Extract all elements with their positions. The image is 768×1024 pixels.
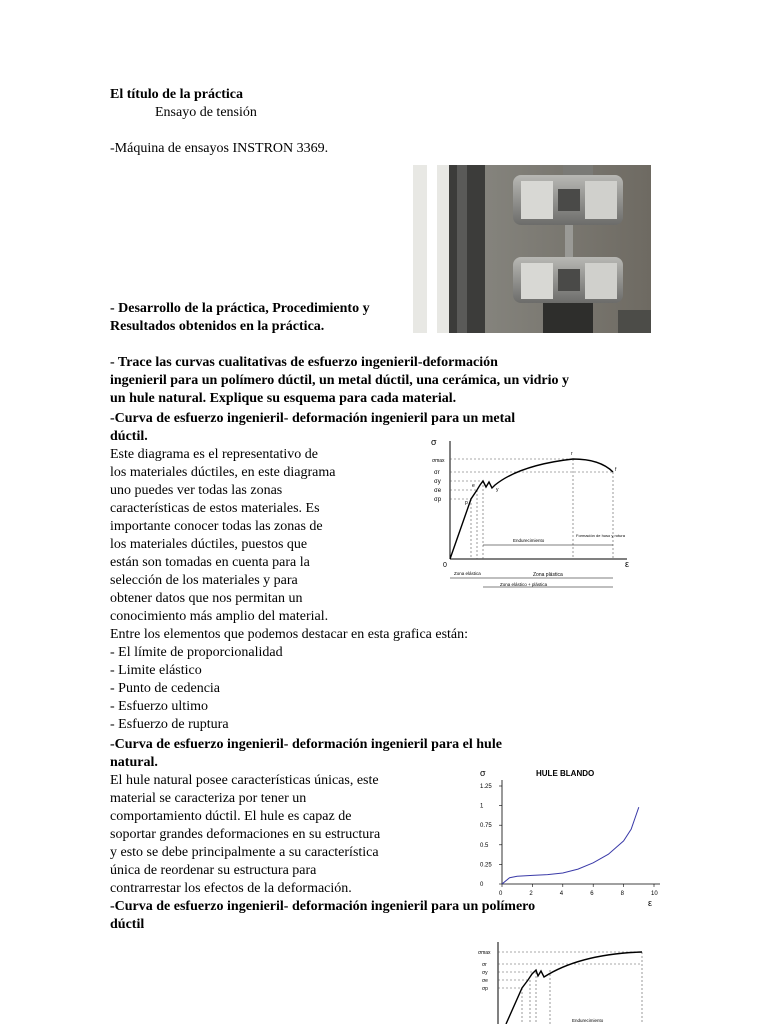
y-label-sp: σp	[434, 497, 442, 503]
instructions-line: un hule natural. Explique su esquema para cada material.	[110, 391, 457, 406]
rubber-paragraph-line: El hule natural posee características únicas, este	[110, 773, 379, 788]
procedure-heading: - Desarrollo de la práctica, Procedimiento y	[110, 301, 370, 316]
metal-heading-cont: dúctil.	[110, 429, 148, 444]
rubber-paragraph-line: contrarrestar los efectos de la deformación.	[110, 881, 352, 896]
metal-list-item: - El límite de proporcionalidad	[110, 645, 283, 660]
polymer-stress-strain-diagram	[470, 940, 655, 1024]
rubber-heading-cont: natural.	[110, 755, 158, 770]
x-tick-label: 8	[620, 891, 624, 897]
procedure-heading-cont: Resultados obtenidos en la práctica.	[110, 319, 325, 334]
rubber-paragraph-line: soportar grandes deformaciones en su estructura	[110, 827, 381, 842]
point-f: f	[615, 467, 617, 473]
x-tick-label: 10	[651, 891, 658, 897]
chart-xlabel: ε	[648, 898, 653, 908]
instructions-line: ingenieril para un polímero dúctil, un metal dúctil, una cerámica, un vidrio y	[110, 373, 570, 388]
x-tick-label: 0	[499, 891, 503, 897]
point-p: p	[465, 500, 468, 506]
x-tick-label: 6	[590, 891, 594, 897]
zone-elastic-plastic: Zona elástico + plástica	[500, 582, 548, 587]
page-title: El título de la práctica	[110, 87, 243, 102]
polymer-heading-cont: dúctil	[110, 917, 145, 932]
point-r: r	[571, 451, 573, 457]
y-label-sr: σr	[434, 470, 440, 476]
y-label-sr: σr	[482, 962, 487, 968]
rubber-paragraph-line: y esto se debe principalmente a su característica	[110, 845, 379, 860]
metal-paragraph-line: uno puedes ver todas las zonas	[110, 483, 283, 498]
rubber-chart	[472, 764, 672, 912]
y-label-sp: σp	[482, 986, 488, 992]
point-y: y	[496, 487, 499, 493]
chart-title: HULE BLANDO	[536, 769, 595, 778]
y-label-sy: σy	[434, 479, 441, 485]
y-tick-label: 1.25	[480, 784, 492, 790]
metal-list-item: - Punto de cedencia	[110, 681, 221, 696]
y-tick-label: 0	[480, 882, 484, 888]
y-tick-label: 0.5	[480, 842, 489, 849]
metal-paragraph-line: importante conocer todas las zonas de	[110, 519, 323, 534]
x-tick-label: 2	[529, 891, 533, 897]
y-axis-label: σ	[431, 437, 437, 447]
polymer-heading: -Curva de esfuerzo ingenieril- deformación ingenieril para un polímero	[110, 899, 536, 914]
series-line	[502, 807, 639, 884]
metal-list-item: - Limite elástico	[110, 663, 202, 678]
instructions-line: - Trace las curvas cualitativas de esfuerzo ingenieril-deformación	[110, 355, 498, 370]
x-axis-label: ε	[625, 559, 630, 569]
metal-paragraph-line: los materiales dúctiles, puestos que	[110, 537, 308, 552]
zone-elastic: Zona elástica	[454, 571, 481, 576]
point-e: e	[472, 483, 475, 489]
y-label-smax: σmax	[432, 458, 445, 464]
metal-heading: -Curva de esfuerzo ingenieril- deformación ingenieril para un metal	[110, 411, 516, 426]
metal-list-intro: Entre los elementos que podemos destacar en esta grafica están:	[110, 627, 469, 642]
machine-line: -Máquina de ensayos INSTRON 3369.	[110, 141, 329, 156]
metal-paragraph-line: conocimiento más amplio del material.	[110, 609, 329, 624]
metal-paragraph-line: selección de los materiales y para	[110, 573, 298, 588]
y-label-smax: σmax	[478, 950, 491, 956]
metal-paragraph-line: Este diagrama es el representativo de	[110, 447, 318, 462]
rubber-heading: -Curva de esfuerzo ingenieril- deformación ingenieril para el hule	[110, 737, 502, 752]
metal-paragraph-line: los materiales dúctiles, en este diagrama	[110, 465, 336, 480]
metal-paragraph-line: obtener datos que nos permitan un	[110, 591, 303, 606]
metal-list-item: - Esfuerzo de ruptura	[110, 717, 229, 732]
metal-paragraph-line: están son tomadas en cuenta para la	[110, 555, 310, 570]
y-label-sy: σy	[482, 970, 488, 976]
y-tick-label: 1	[480, 803, 484, 810]
rubber-paragraph-line: comportamiento dúctil. El hule es capaz de	[110, 809, 352, 824]
zone-plastic: Zona plástica	[533, 572, 563, 578]
origin-label: 0	[443, 562, 447, 569]
metal-paragraph-line: características de estos materiales. Es	[110, 501, 320, 516]
practice-subtitle: Ensayo de tensión	[155, 105, 257, 120]
y-tick-label: 0.25	[480, 862, 492, 869]
rubber-paragraph-line: material se caracteriza por tener un	[110, 791, 307, 806]
testing-machine-photo	[413, 165, 651, 333]
metal-list-item: - Esfuerzo ultimo	[110, 699, 208, 714]
zone-hardening: Endurecimiento	[572, 1018, 604, 1023]
metal-stress-strain-diagram	[425, 435, 635, 593]
x-tick-label: 4	[559, 891, 564, 897]
zone-hardening: Endurecimiento	[513, 538, 545, 543]
y-label-se: σe	[482, 978, 488, 984]
zone-necking: Formación de huso y rotura	[576, 533, 625, 538]
y-label-se: σe	[434, 488, 442, 494]
y-tick-label: 0.75	[480, 823, 492, 830]
chart-ylabel: σ	[480, 768, 486, 778]
rubber-paragraph-line: única de reordenar su estructura para	[110, 863, 317, 878]
